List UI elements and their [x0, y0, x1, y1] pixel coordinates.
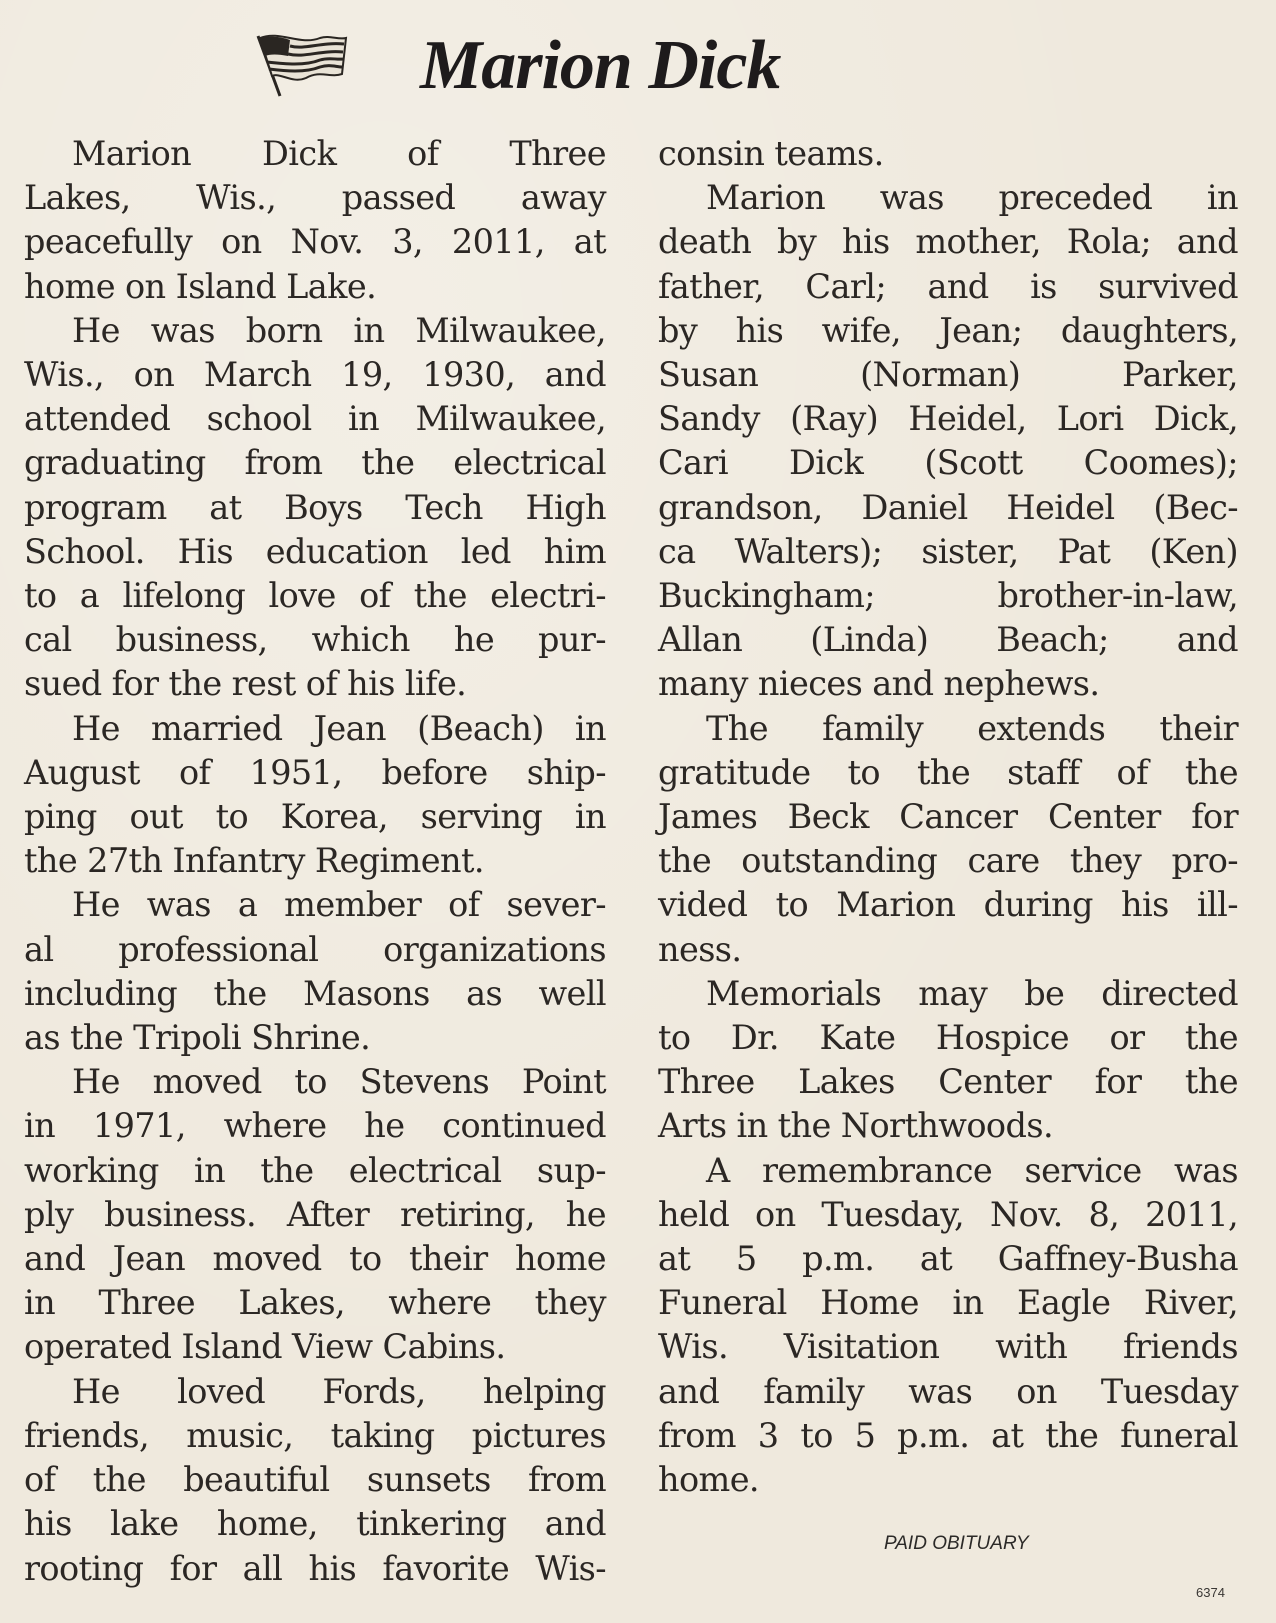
text-line: program at Boys Tech High — [24, 487, 606, 527]
text-line: to Dr. Kate Hospice or the — [658, 1018, 1238, 1058]
text-line: He loved Fords, helping — [72, 1371, 606, 1411]
obituary-title: Marion Dick — [420, 26, 781, 104]
text-line: peacefully on Nov. 3, 2011, at — [24, 222, 606, 262]
text-line: Marion was preceded in — [706, 178, 1238, 218]
text-line: the outstanding care they pro- — [658, 841, 1238, 881]
text-line: ply business. After retiring, he — [24, 1194, 606, 1234]
paid-obituary-label: PAID OBITUARY — [884, 1533, 1029, 1554]
text-line: graduating from the electrical — [24, 443, 606, 483]
text-line: and family was on Tuesday — [658, 1371, 1238, 1411]
text-line: Lakes, Wis., passed away — [24, 178, 606, 218]
right-column — [658, 132, 1238, 1502]
text-line: operated Island View Cabins. — [24, 1327, 506, 1367]
text-line: held on Tuesday, Nov. 8, 2011, — [658, 1194, 1238, 1234]
text-line: father, Carl; and is survived — [658, 266, 1238, 306]
text-line: at 5 p.m. at Gaffney-Busha — [658, 1239, 1238, 1279]
text-line: many nieces and nephews. — [658, 664, 1100, 704]
text-line: home on Island Lake. — [24, 266, 377, 306]
text-line: in Three Lakes, where they — [24, 1283, 606, 1323]
text-line: his lake home, tinkering and — [24, 1504, 606, 1544]
text-line: of the beautiful sunsets from — [24, 1460, 606, 1500]
text-line: He was a member of sever- — [72, 885, 606, 925]
text-line: Marion Dick of Three — [72, 134, 606, 173]
left-column — [24, 132, 606, 1591]
text-line: including the Masons as well — [24, 973, 606, 1013]
text-line: The family extends their — [706, 708, 1238, 748]
text-line: rooting for all his favorite Wis- — [24, 1548, 606, 1588]
text-line: sued for the rest of his life. — [24, 664, 467, 704]
text-line: friends, music, taking pictures — [24, 1415, 606, 1455]
text-line: A remembrance service was — [706, 1150, 1238, 1190]
text-line: Sandy (Ray) Heidel, Lori Dick, — [658, 399, 1238, 439]
text-line: School. His education led him — [24, 531, 606, 571]
text-line: He married Jean (Beach) in — [72, 708, 606, 748]
text-line: consin teams. — [658, 134, 884, 173]
text-line: Susan (Norman) Parker, — [658, 355, 1238, 395]
text-line: vided to Marion during his ill- — [658, 885, 1238, 925]
text-line: al professional organizations — [24, 929, 606, 969]
text-line: Wis., on March 19, 1930, and — [24, 355, 606, 395]
text-line: Memorials may be directed — [706, 973, 1238, 1013]
text-line: death by his mother, Rola; and — [658, 222, 1238, 262]
text-line: and Jean moved to their home — [24, 1239, 606, 1279]
text-line: August of 1951, before ship- — [24, 752, 606, 792]
text-line: in 1971, where he continued — [24, 1106, 606, 1146]
obituary-header — [250, 18, 780, 113]
text-line: the 27th Infantry Regiment. — [24, 841, 484, 881]
text-line: attended school in Milwaukee, — [24, 399, 606, 439]
text-line: grandson, Daniel Heidel (Bec- — [658, 487, 1238, 527]
text-line: He moved to Stevens Point — [72, 1062, 606, 1102]
text-line: to a lifelong love of the electri- — [24, 576, 606, 616]
text-line: Buckingham; brother-in-law, — [658, 576, 1238, 616]
text-line: gratitude to the staff of the — [658, 752, 1238, 792]
text-line: Wis. Visitation with friends — [658, 1327, 1238, 1367]
text-line: by his wife, Jean; daughters, — [658, 310, 1238, 350]
text-line: cal business, which he pur- — [24, 620, 606, 660]
text-line: He was born in Milwaukee, — [72, 310, 606, 350]
text-line: ca Walters); sister, Pat (Ken) — [658, 531, 1238, 571]
text-line: Allan (Linda) Beach; and — [658, 620, 1238, 660]
text-line: James Beck Cancer Center for — [658, 797, 1238, 837]
text-line: working in the electrical sup- — [24, 1150, 606, 1190]
text-line: home. — [658, 1460, 759, 1500]
text-line: Arts in the Northwoods. — [658, 1106, 1053, 1146]
text-line: from 3 to 5 p.m. at the funeral — [658, 1415, 1238, 1455]
text-line: Funeral Home in Eagle River, — [658, 1283, 1238, 1323]
american-flag-icon — [250, 26, 350, 106]
text-line: as the Tripoli Shrine. — [24, 1018, 371, 1058]
ad-number: 6374 — [1196, 1585, 1225, 1600]
text-line: ping out to Korea, serving in — [24, 797, 606, 837]
text-line: Cari Dick (Scott Coomes); — [658, 443, 1238, 483]
text-line: ness. — [658, 929, 742, 969]
text-line: Three Lakes Center for the — [658, 1062, 1238, 1102]
